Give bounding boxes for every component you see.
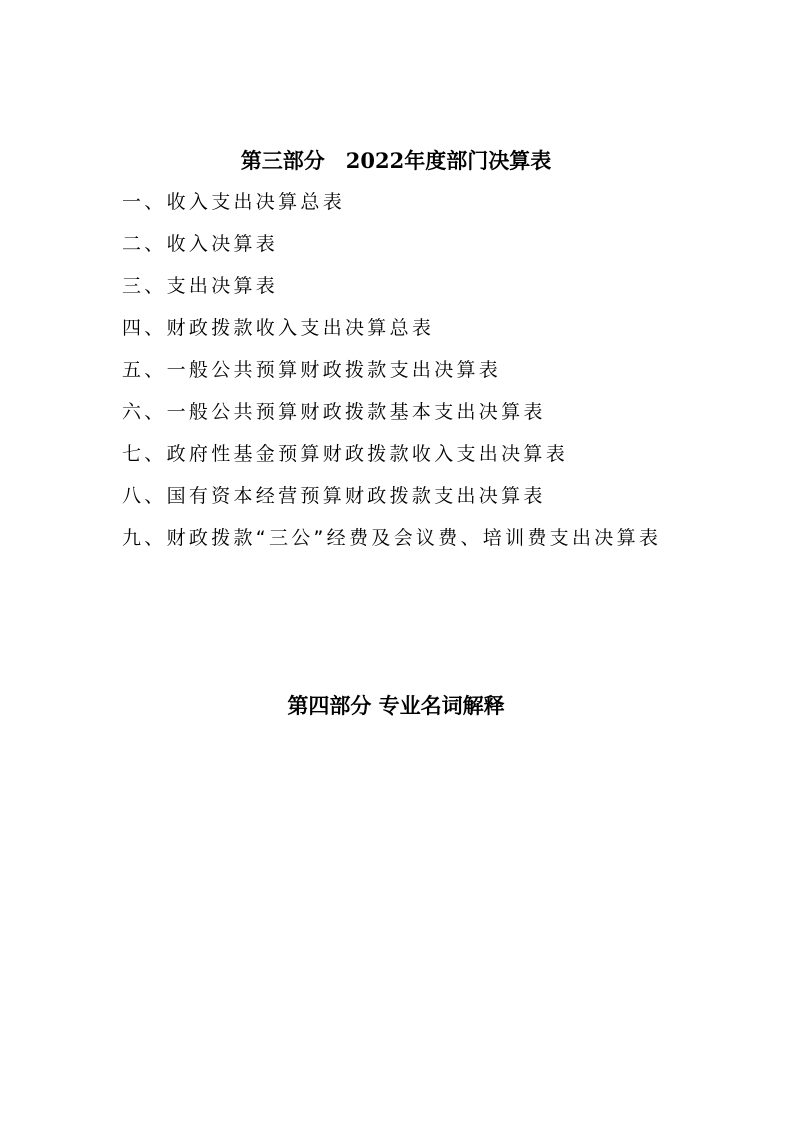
list-item: 九、财政拨款“三公”经费及会议费、培训费支出决算表 [122,527,662,549]
table-list [122,188,661,566]
list-item: 八、国有资本经营预算财政拨款支出决算表 [122,485,546,507]
list-item: 二、收入决算表 [122,233,279,255]
list-item: 六、一般公共预算财政拨款基本支出决算表 [122,401,546,423]
section-title-part4: 第四部分 专业名词解释 [287,693,505,718]
list-item: 四、财政拨款收入支出决算总表 [122,317,435,339]
list-item: 五、一般公共预算财政拨款支出决算表 [122,359,502,381]
section-title-part3: 第三部分 2022年度部门决算表 [240,148,552,173]
list-item: 七、政府性基金预算财政拨款收入支出决算表 [122,443,569,465]
list-item: 三、支出决算表 [122,275,279,297]
list-item: 一、收入支出决算总表 [122,191,346,213]
